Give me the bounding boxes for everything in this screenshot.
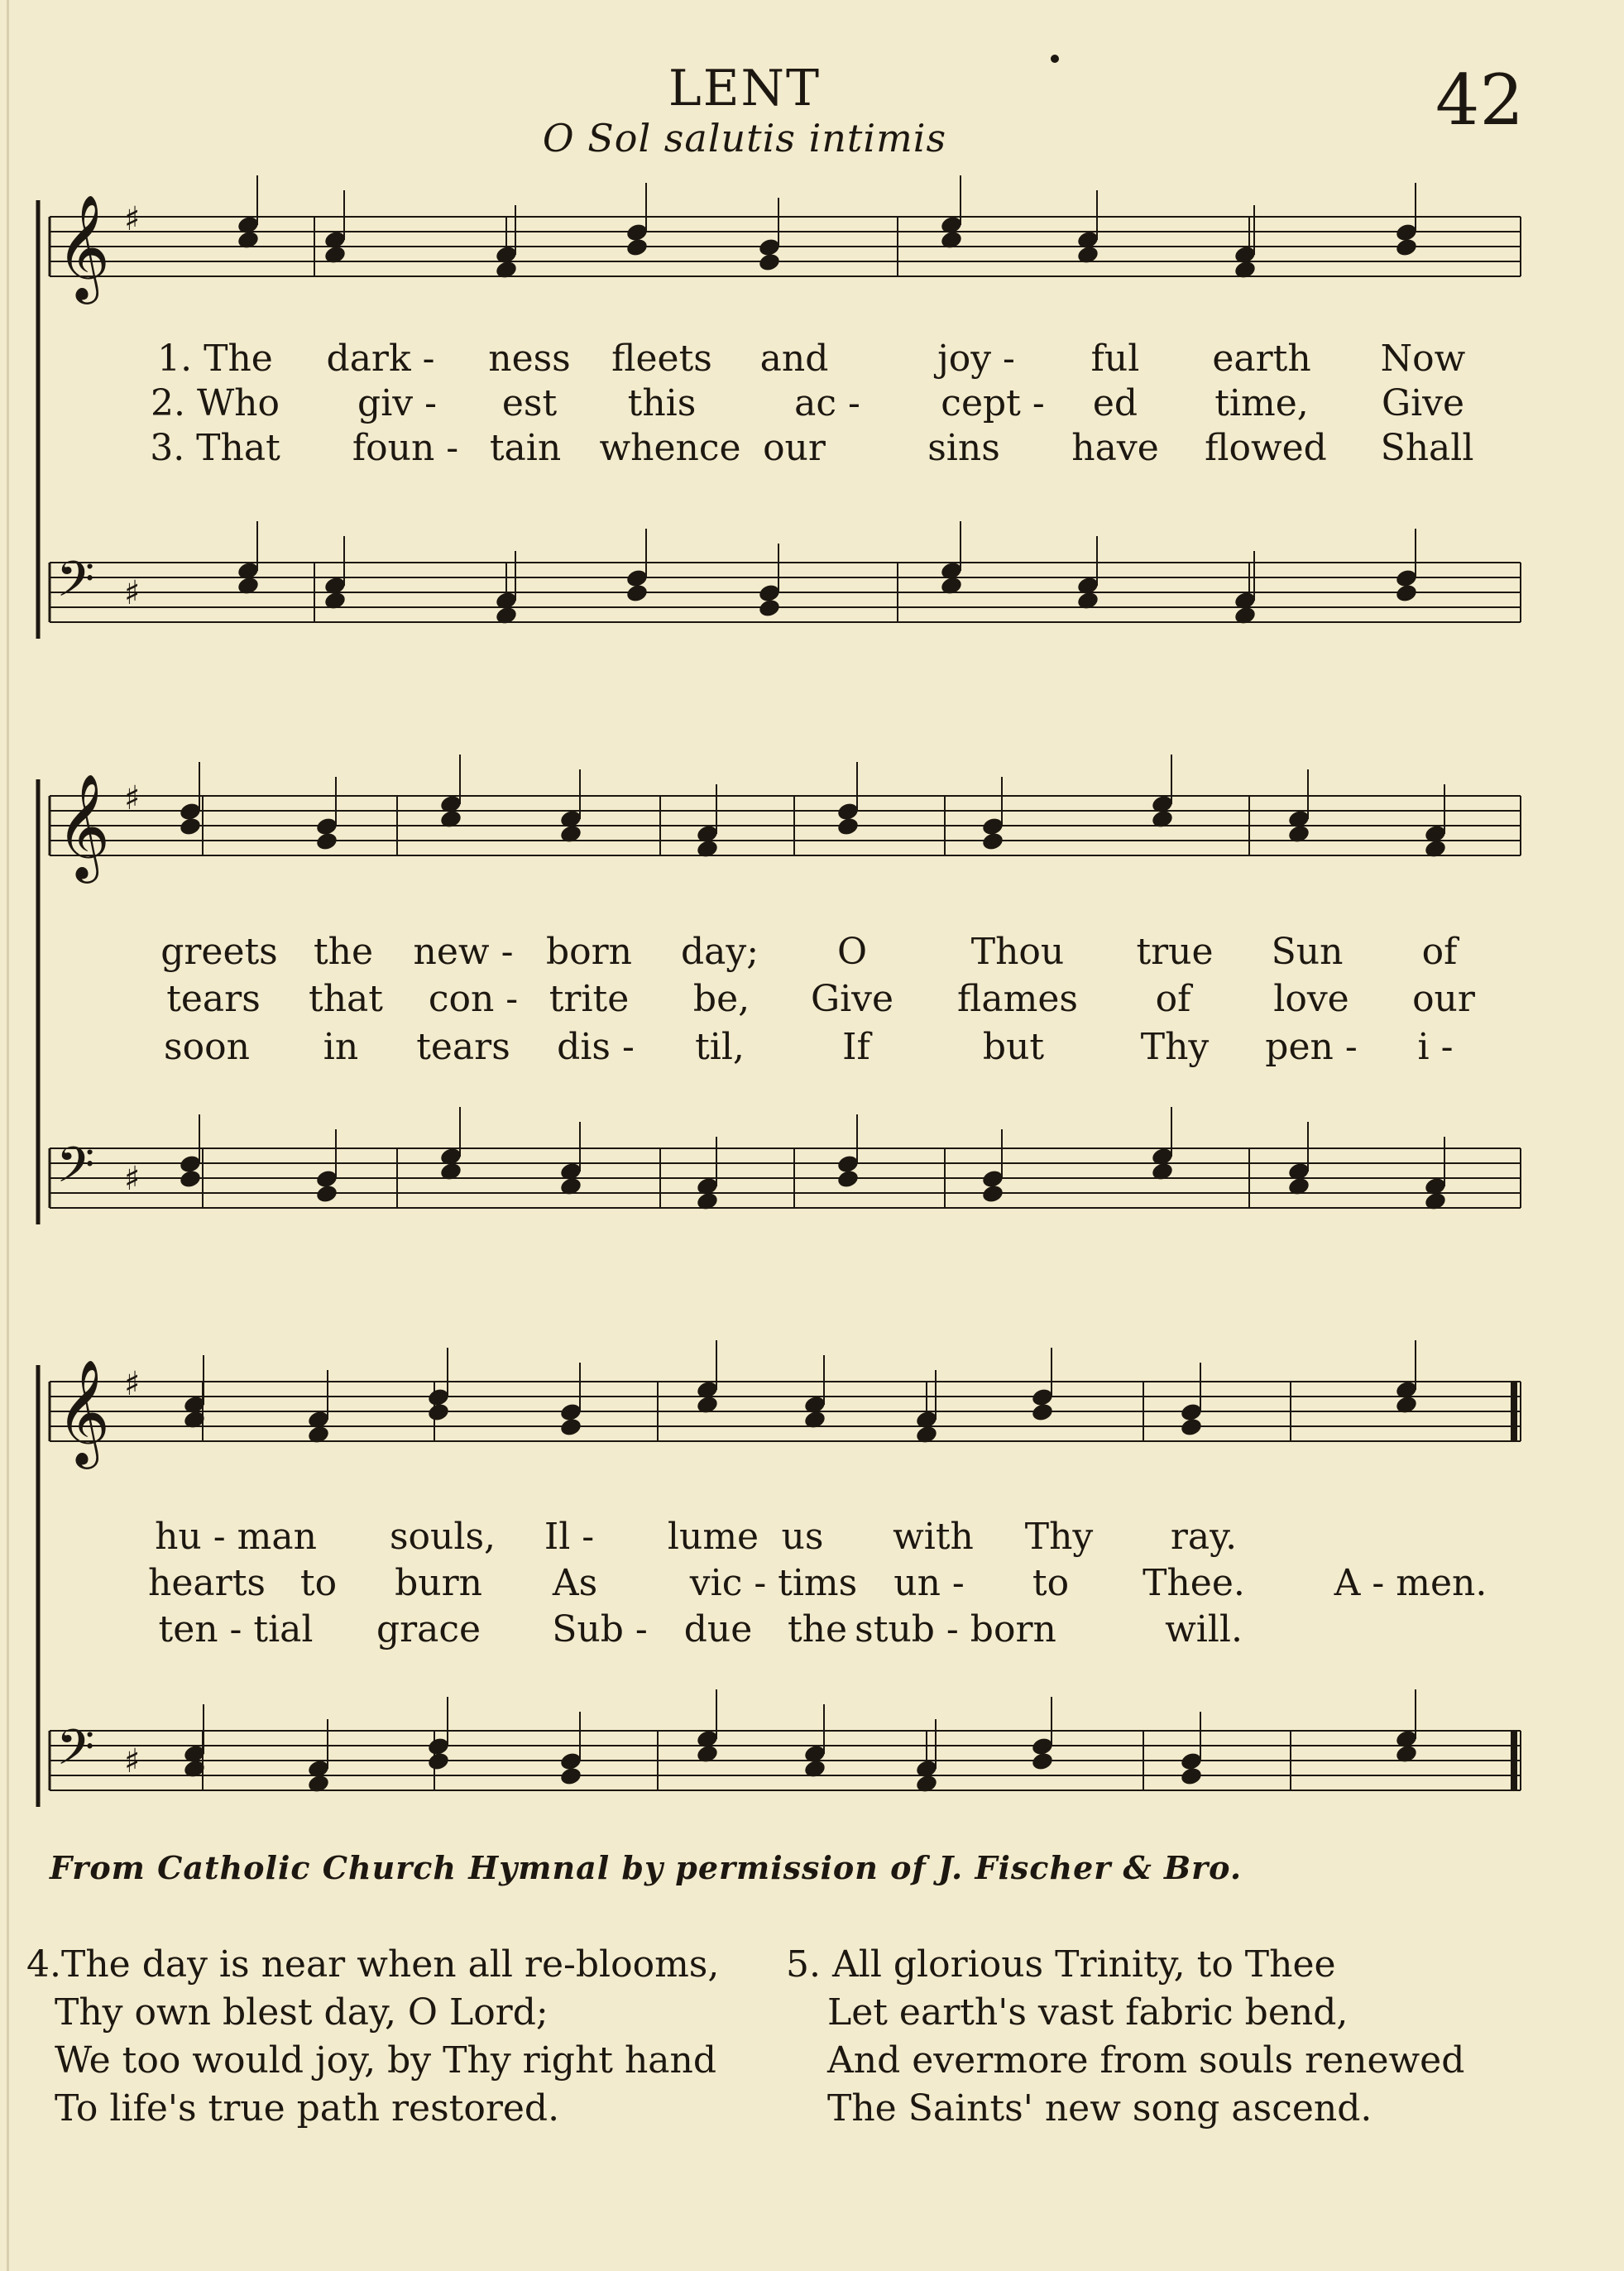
hymn-title: LENT xyxy=(668,60,822,117)
sharp-icon: ♯ xyxy=(124,1365,141,1403)
stanza-4 xyxy=(26,1941,719,2133)
bass-clef-icon: 𝄢 xyxy=(56,1718,95,1788)
lyric: to xyxy=(1032,1562,1070,1604)
lyric: ed xyxy=(1092,382,1138,424)
lyric: un - xyxy=(893,1562,965,1604)
lyric: Il - xyxy=(544,1516,595,1558)
lyric: est xyxy=(501,382,558,424)
lyric: cept - xyxy=(941,382,1045,424)
lyric: earth xyxy=(1212,338,1311,380)
lyric: born xyxy=(545,931,633,973)
note-head xyxy=(179,816,203,836)
bass-clef-icon: 𝄢 xyxy=(56,550,95,620)
lyric: A - men. xyxy=(1334,1562,1487,1604)
note-head xyxy=(427,1401,451,1422)
lyric: of xyxy=(1421,931,1458,973)
sharp-icon: ♯ xyxy=(124,200,141,238)
lyric: tears xyxy=(166,978,261,1020)
note-head xyxy=(559,1416,583,1437)
lyric: the xyxy=(313,931,374,973)
lyric: Now xyxy=(1380,338,1466,380)
lyric: hearts xyxy=(148,1562,266,1604)
lyric: Give xyxy=(1381,382,1465,424)
stanza-line: Thy own blest day, O Lord; xyxy=(55,1991,549,2034)
lyric: vic - tims xyxy=(689,1562,858,1604)
lyric: As xyxy=(552,1562,598,1604)
lyric: the xyxy=(787,1608,848,1651)
page-number: 42 xyxy=(1435,60,1524,141)
note-head xyxy=(758,252,782,272)
lyric: us xyxy=(781,1516,824,1558)
note-head xyxy=(1031,1401,1055,1422)
lyric: Thy xyxy=(1140,1026,1210,1068)
lyric: whence xyxy=(599,427,741,469)
lyric: Sub - xyxy=(552,1608,648,1651)
stanza-line: We too would joy, by Thy right hand xyxy=(55,2039,717,2082)
hymn-subtitle: O Sol salutis intimis xyxy=(542,116,947,161)
stanza-line: Let earth's vast fabric bend, xyxy=(827,1991,1349,2034)
lyric: Thee. xyxy=(1143,1562,1245,1604)
lyric: i - xyxy=(1417,1026,1454,1068)
lyric: in xyxy=(323,1026,359,1068)
lyric: If xyxy=(842,1026,870,1068)
note-head xyxy=(981,831,1005,851)
stanza-line: The Saints' new song ascend. xyxy=(827,2087,1372,2130)
lyric: ac - xyxy=(794,382,860,424)
lyric: grace xyxy=(376,1608,481,1651)
bass-clef-icon: 𝄢 xyxy=(56,1136,95,1205)
note-head xyxy=(625,582,649,603)
lyric: hu - man xyxy=(155,1516,317,1558)
lyric: dark - xyxy=(326,338,435,380)
note-head xyxy=(427,1751,451,1771)
lyric: til, xyxy=(695,1026,745,1068)
lyric: joy - xyxy=(937,338,1015,380)
lyric: with xyxy=(893,1516,974,1558)
sharp-icon: ♯ xyxy=(124,1742,141,1780)
note-head xyxy=(836,816,860,836)
lyric: ness xyxy=(488,338,571,380)
lyric: have xyxy=(1071,427,1159,469)
lyric: soon xyxy=(164,1026,250,1068)
lyric: to xyxy=(299,1562,338,1604)
stanza-line: 5. All glorious Trinity, to Thee xyxy=(786,1943,1336,1986)
lyric: lume xyxy=(667,1516,759,1558)
lyric: stub - born xyxy=(855,1608,1056,1651)
lyric: but xyxy=(982,1026,1045,1068)
lyric: this xyxy=(627,382,697,424)
lyric: Give xyxy=(810,978,894,1020)
lyric: our xyxy=(763,427,826,469)
stanza-line: To life's true path restored. xyxy=(55,2087,560,2130)
lyric: tain xyxy=(489,427,562,469)
lyric: con - xyxy=(428,978,519,1020)
note-head xyxy=(836,1168,860,1189)
lyric: Shall xyxy=(1380,427,1474,469)
lyric: ten - tial xyxy=(158,1608,314,1651)
permission-credit: From Catholic Church Hymnal by permission of J. Fischer & Bro. xyxy=(50,1849,1243,1886)
note-head xyxy=(559,1766,583,1786)
lyric: true xyxy=(1136,931,1214,973)
note-head xyxy=(625,237,649,257)
treble-clef-icon: 𝄞 xyxy=(56,194,111,299)
lyric: O xyxy=(836,931,868,973)
lyric: ray. xyxy=(1170,1516,1238,1558)
lyric: tears xyxy=(416,1026,510,1068)
lyric: our xyxy=(1412,978,1475,1020)
lyric: love xyxy=(1273,978,1349,1020)
note-head xyxy=(315,831,339,851)
sharp-icon: ♯ xyxy=(124,779,141,817)
lyric: that xyxy=(309,978,383,1020)
note-head xyxy=(981,1183,1005,1204)
note-head xyxy=(179,1168,203,1189)
note-head xyxy=(1031,1751,1055,1771)
lyric: souls, xyxy=(389,1516,496,1558)
lyric: Thy xyxy=(1024,1516,1094,1558)
lyric: Sun xyxy=(1271,931,1344,973)
lyric: flames xyxy=(957,978,1078,1020)
stanza-line: 4.The day is near when all re-blooms, xyxy=(26,1943,720,1986)
note-head xyxy=(758,597,782,618)
lyric: giv - xyxy=(357,382,437,424)
sharp-icon: ♯ xyxy=(124,1160,141,1198)
note-head xyxy=(1395,582,1419,603)
lyric: 2. Who xyxy=(150,382,280,424)
lyric: new - xyxy=(413,931,514,973)
lyric: Thou xyxy=(970,931,1065,973)
lyric: 1. The xyxy=(157,338,273,380)
sharp-icon: ♯ xyxy=(124,574,141,612)
lyric: be, xyxy=(692,978,750,1020)
lyric: pen - xyxy=(1265,1026,1358,1068)
lyric: due xyxy=(683,1608,753,1651)
lyric: and xyxy=(759,338,829,380)
stanza-5 xyxy=(786,1941,1464,2133)
lyric: 3. That xyxy=(150,427,280,469)
note-head xyxy=(1180,1416,1204,1437)
lyric: foun - xyxy=(352,427,459,469)
lyric: dis - xyxy=(557,1026,635,1068)
lyric: greets xyxy=(160,931,278,973)
lyric: trite xyxy=(549,978,630,1020)
treble-clef-icon: 𝄞 xyxy=(56,773,111,879)
lyric: fleets xyxy=(611,338,712,380)
lyric: flowed xyxy=(1205,427,1327,469)
lyric: ful xyxy=(1090,338,1140,380)
lyric: will. xyxy=(1165,1608,1243,1651)
lyric: burn xyxy=(395,1562,482,1604)
treble-clef-icon: 𝄞 xyxy=(56,1358,111,1464)
note-head xyxy=(1395,237,1419,257)
note-head xyxy=(1180,1766,1204,1786)
lyric: sins xyxy=(927,427,1000,469)
lyric: time, xyxy=(1214,382,1309,424)
lyric: of xyxy=(1155,978,1191,1020)
stanza-line: And evermore from souls renewed xyxy=(827,2039,1465,2082)
note-head xyxy=(315,1183,339,1204)
lyric: day; xyxy=(680,931,759,973)
